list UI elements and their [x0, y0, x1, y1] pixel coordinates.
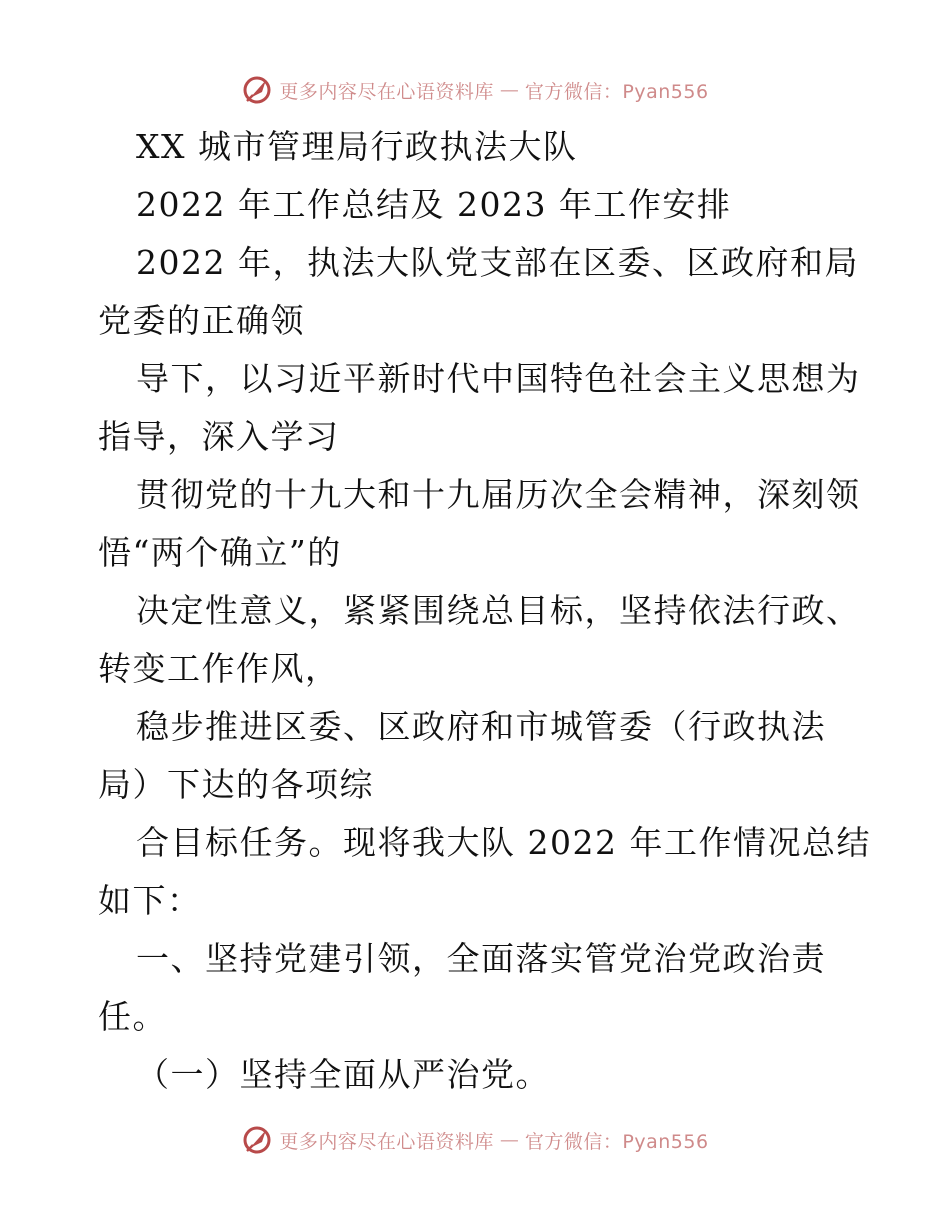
- header-watermark: [0, 70, 950, 110]
- doc-line: 稳步推进区委、区政府和市城管委（行政执法: [136, 707, 826, 746]
- watermark-text: 更多内容尽在心语资料库: [279, 80, 494, 103]
- doc-line: 导下，以习近平新时代中国特色社会主义思想为: [136, 359, 861, 398]
- watermark-wechat: 官方微信：Pyan556: [524, 1130, 709, 1153]
- doc-line: 任。: [98, 997, 167, 1036]
- doc-line-title: XX 城市管理局行政执法大队: [136, 127, 578, 166]
- watermark-separator: —: [499, 79, 519, 101]
- footer-watermark: [0, 1120, 950, 1160]
- doc-line: 决定性意义，紧紧围绕总目标，坚持依法行政、: [136, 591, 861, 630]
- doc-line: 指导，深入学习: [98, 417, 340, 456]
- document-body: [98, 118, 871, 1104]
- doc-line-subsection-heading: （一）坚持全面从严治党。: [136, 1055, 550, 1094]
- quill-logo-icon: [241, 74, 273, 106]
- watermark-separator: —: [499, 1129, 519, 1151]
- doc-line: 转变工作作风，: [98, 649, 340, 688]
- watermark-wechat: 官方微信：Pyan556: [524, 80, 709, 103]
- doc-line: 贯彻党的十九大和十九届历次全会精神，深刻领: [136, 475, 861, 514]
- doc-line: 合目标任务。现将我大队 2022 年工作情况总结: [136, 823, 871, 862]
- quill-logo-icon: [241, 1124, 273, 1156]
- doc-line: 悟“两个确立”的: [98, 533, 342, 572]
- doc-line: 局）下达的各项综: [98, 765, 374, 804]
- doc-line: 党委的正确领: [98, 301, 305, 340]
- watermark-text: 更多内容尽在心语资料库: [279, 1130, 494, 1153]
- doc-line: 如下：: [98, 881, 202, 920]
- doc-line: 2022 年，执法大队党支部在区委、区政府和局: [136, 243, 859, 282]
- doc-line-subtitle: 2022 年工作总结及 2023 年工作安排: [136, 185, 732, 224]
- doc-line-section-heading: 一、坚持党建引领，全面落实管党治党政治责: [136, 939, 826, 978]
